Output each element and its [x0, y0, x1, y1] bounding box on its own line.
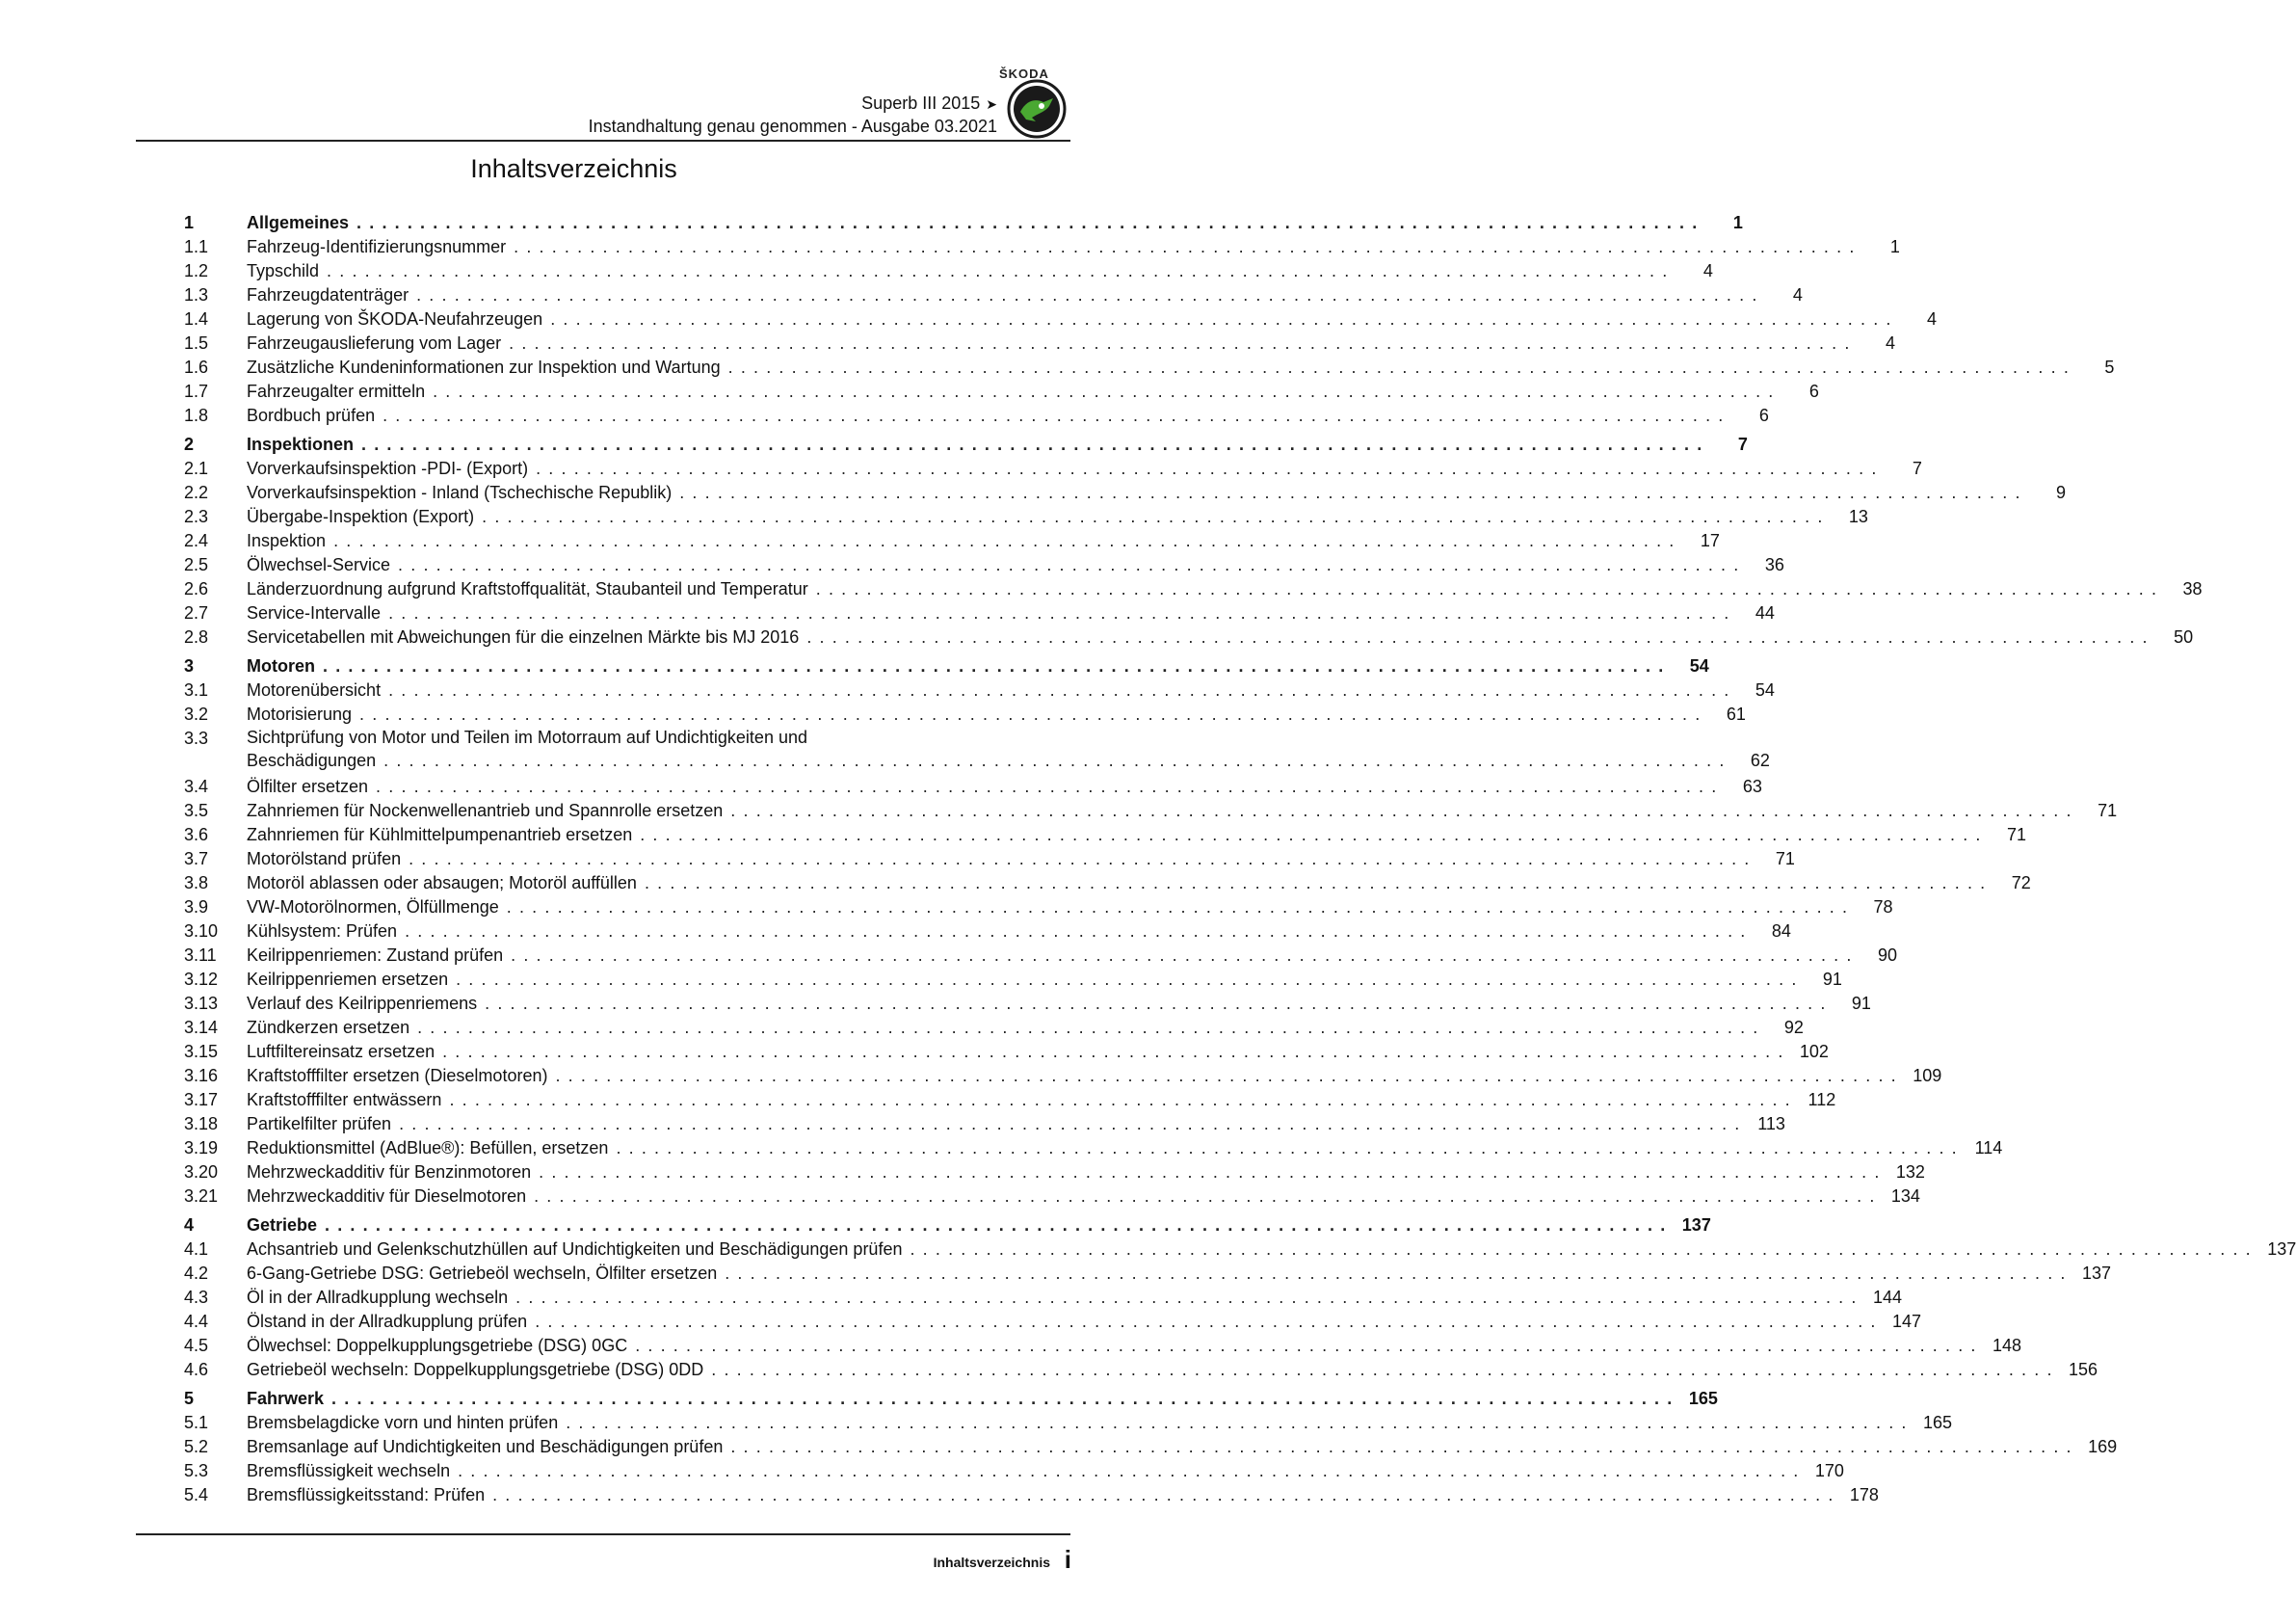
toc-entry-page: 36 — [1764, 555, 1784, 574]
brand-wordmark: ŠKODA — [999, 67, 1049, 81]
toc-entry-number: 3.15 — [184, 1042, 219, 1061]
toc-entry-page: 4 — [1927, 309, 1938, 329]
toc-entry-label: Länderzuordnung aufgrund Kraftstoffqualität, Staubanteil und Temperatur — [247, 579, 808, 599]
toc-dot-leader — [806, 625, 2149, 650]
toc-entry-number: 5.4 — [184, 1485, 209, 1504]
toc-entry-page: 54 — [1689, 656, 1709, 676]
toc-dot-leader — [388, 678, 1730, 703]
toc-entry-label: Zahnriemen für Kühlmittelpumpenantrieb ersetzen — [247, 825, 633, 844]
toc-entry[interactable] — [184, 992, 1871, 1016]
toc-dot-leader — [555, 1064, 1897, 1088]
toc-entry-page: 13 — [1848, 507, 1868, 526]
toc-dot-leader — [730, 1435, 2072, 1459]
toc-entry[interactable] — [184, 944, 1897, 968]
toc-entry-page: 165 — [1688, 1389, 1718, 1408]
toc-entry-label: Mehrzweckadditiv für Benzinmotoren — [247, 1162, 532, 1182]
toc-entry-label: Fahrzeugauslieferung vom Lager — [247, 333, 502, 353]
toc-entry-label: Bremsflüssigkeit wechseln — [247, 1461, 451, 1480]
header-model — [861, 93, 997, 114]
toc-dot-leader — [482, 505, 1824, 529]
toc-entry-page: 1 — [1732, 213, 1743, 232]
toc-entry-number: 1.1 — [184, 237, 209, 256]
toc-dot-leader — [645, 871, 1987, 895]
toc-entry[interactable] — [184, 1483, 1879, 1507]
toc-entry[interactable] — [184, 1262, 2112, 1286]
toc-entry-page: 170 — [1814, 1461, 1844, 1480]
toc-dot-leader — [433, 380, 1775, 404]
toc-dot-leader — [534, 1184, 1876, 1209]
toc-entry-number: 3.3 — [184, 729, 209, 748]
toc-dot-leader — [816, 577, 2158, 601]
toc-entry-label: Kraftstofffilter ersetzen (Dieselmotoren) — [247, 1066, 548, 1085]
toc-dot-leader — [456, 968, 1798, 992]
toc-entry-number: 1.4 — [184, 309, 209, 329]
toc-entry-label: Reduktionsmittel (AdBlue®): Befüllen, ersetzen — [247, 1138, 609, 1157]
toc-entry-number: 3.12 — [184, 970, 219, 989]
toc-dot-leader — [442, 1040, 1784, 1064]
toc-dot-leader — [376, 775, 1718, 799]
footer-section-title: Inhaltsverzeichnis — [933, 1555, 1050, 1570]
toc-chapter-entry[interactable] — [184, 1387, 1718, 1411]
toc-entry-number: 3.21 — [184, 1186, 219, 1206]
toc-entry[interactable] — [184, 235, 1900, 259]
toc-entry-number: 3.11 — [184, 945, 217, 965]
toc-entry[interactable] — [184, 1358, 2098, 1382]
toc-entry-number: 3.17 — [184, 1090, 219, 1109]
toc-entry-number: 2.1 — [184, 459, 209, 478]
toc-entry[interactable] — [184, 1112, 1785, 1136]
toc-entry-page: 54 — [1755, 680, 1775, 700]
toc-entry-page: 5 — [2104, 358, 2115, 377]
toc-entry[interactable] — [184, 775, 1762, 799]
toc-entry-label: Partikelfilter prüfen — [247, 1114, 392, 1133]
toc-entry-number: 1.3 — [184, 285, 209, 305]
toc-entry[interactable] — [184, 1088, 1836, 1112]
toc-entry-label: Ölwechsel: Doppelkupplungsgetriebe (DSG) 0GC — [247, 1336, 628, 1355]
toc-entry[interactable] — [184, 1184, 1920, 1209]
toc-dot-leader — [616, 1136, 1958, 1160]
toc-dot-leader — [325, 1213, 1667, 1237]
toc-chapter-entry[interactable] — [184, 211, 1743, 235]
toc-entry-number: 4.4 — [184, 1312, 209, 1331]
toc-dot-leader — [405, 919, 1747, 944]
toc-entry-number: 3.9 — [184, 897, 209, 917]
toc-entry-page: 137 — [2081, 1264, 2112, 1283]
toc-entry-label: Übergabe-Inspektion (Export) — [247, 507, 475, 526]
toc-entry-label-continued: Beschädigungen — [247, 751, 377, 770]
toc-entry-page: 84 — [1771, 921, 1791, 941]
toc-dot-leader — [728, 356, 2071, 380]
toc-entry[interactable] — [184, 1237, 2296, 1262]
toc-entry-label: Verlauf des Keilrippenriemens — [247, 994, 478, 1013]
toc-entry-page: 169 — [2088, 1437, 2118, 1456]
toc-entry-number: 3.19 — [184, 1138, 219, 1157]
toc-entry-label: Vorverkaufsinspektion - Inland (Tschechische Republik) — [247, 483, 673, 502]
toc-dot-leader — [635, 1334, 1977, 1358]
toc-entry[interactable] — [184, 1310, 1922, 1334]
toc-entry[interactable] — [184, 1064, 1942, 1088]
toc-entry-label: VW-Motorölnormen, Ölfüllmenge — [247, 897, 499, 917]
toc-chapter-entry[interactable] — [184, 433, 1748, 457]
toc-entry[interactable] — [184, 529, 1720, 553]
skoda-logo-icon — [1007, 79, 1067, 139]
toc-entry[interactable] — [184, 553, 1784, 577]
toc-dot-leader — [539, 1160, 1881, 1184]
toc-entry-label: Getriebeöl wechseln: Doppelkupplungsgetriebe (DSG) 0DD — [247, 1360, 704, 1379]
toc-chapter-entry[interactable] — [184, 654, 1709, 678]
toc-entry-page: 38 — [2182, 579, 2203, 599]
toc-entry-number: 3.8 — [184, 873, 209, 892]
toc-entry[interactable] — [184, 919, 1791, 944]
toc-entry[interactable] — [184, 481, 2067, 505]
toc-entry[interactable] — [184, 307, 1938, 332]
toc-dot-leader — [711, 1358, 2053, 1382]
toc-dot-leader — [458, 1459, 1800, 1483]
toc-entry-number: 2.8 — [184, 627, 209, 647]
toc-entry[interactable] — [184, 823, 2027, 847]
toc-entry-page: 91 — [1851, 994, 1871, 1013]
toc-dot-leader — [409, 847, 1751, 871]
toc-entry-label: Service-Intervalle — [247, 603, 382, 623]
toc-dot-leader — [679, 481, 2021, 505]
toc-dot-leader — [910, 1237, 2252, 1262]
toc-entry-number: 1.5 — [184, 333, 209, 353]
toc-entry-page: 71 — [2098, 801, 2118, 820]
toc-entry[interactable] — [184, 505, 1868, 529]
toc-entry-page: 92 — [1783, 1018, 1804, 1037]
toc-entry-number: 3.2 — [184, 705, 209, 724]
toc-dot-leader — [566, 1411, 1908, 1435]
toc-entry-number: 3.14 — [184, 1018, 219, 1037]
toc-dot-leader — [492, 1483, 1834, 1507]
toc-entry-number: 3.20 — [184, 1162, 219, 1182]
toc-entry[interactable] — [184, 1435, 2118, 1459]
toc-entry[interactable] — [184, 625, 2194, 650]
toc-entry[interactable] — [184, 1040, 1829, 1064]
toc-entry-number: 1 — [184, 213, 195, 232]
toc-entry-page: 71 — [1775, 849, 1795, 868]
toc-entry-number: 3.7 — [184, 849, 209, 868]
toc-entry-label: Keilrippenriemen: Zustand prüfen — [247, 945, 504, 965]
toc-entry-page: 113 — [1757, 1114, 1785, 1133]
toc-entry-page: 114 — [1974, 1138, 2003, 1157]
toc-entry-number: 1.8 — [184, 406, 209, 425]
toc-dot-leader — [383, 750, 1726, 772]
toc-entry-number: 3.6 — [184, 825, 209, 844]
toc-entry-label: Inspektionen — [247, 435, 355, 454]
toc-entry-label: Servicetabellen mit Abweichungen für die einzelnen Märkte bis MJ 2016 — [247, 627, 800, 647]
toc-dot-leader — [514, 235, 1856, 259]
toc-entry[interactable] — [184, 577, 2203, 601]
toc-entry-number: 2.2 — [184, 483, 209, 502]
toc-entry-number: 5.3 — [184, 1461, 209, 1480]
toc-entry-label: Keilrippenriemen ersetzen — [247, 970, 449, 989]
toc-dot-leader — [361, 433, 1703, 457]
toc-entry[interactable] — [184, 283, 1803, 307]
toc-entry-label: Fahrzeugalter ermitteln — [247, 382, 426, 401]
toc-entry-label: Zündkerzen ersetzen — [247, 1018, 410, 1037]
toc-entry-number: 5.2 — [184, 1437, 209, 1456]
toc-dot-leader — [507, 895, 1849, 919]
toc-entry-page: 148 — [1992, 1336, 2022, 1355]
toc-dot-leader — [333, 529, 1676, 553]
toc-entry[interactable] — [184, 259, 1713, 283]
header-subtitle: Instandhaltung genau genommen - Ausgabe 03.2021 — [588, 117, 997, 136]
toc-dot-leader — [730, 799, 2072, 823]
toc-dot-leader — [485, 992, 1827, 1016]
toc-entry[interactable] — [184, 1016, 1804, 1040]
toc-entry-number: 2.3 — [184, 507, 209, 526]
toc-dot-leader — [323, 654, 1665, 678]
toc-dot-leader — [511, 944, 1853, 968]
toc-entry-page: 6 — [1758, 406, 1769, 425]
toc-entry-page: 112 — [1808, 1090, 1836, 1109]
toc-entry-page: 137 — [1681, 1215, 1711, 1235]
toc-entry[interactable] — [184, 1334, 2022, 1358]
toc-entry-page: 44 — [1755, 603, 1775, 623]
toc-entry[interactable] — [184, 601, 1775, 625]
toc-entry-label: Vorverkaufsinspektion -PDI- (Export) — [247, 459, 529, 478]
toc-entry-page: 61 — [1726, 705, 1746, 724]
toc-entry-page: 71 — [2007, 825, 2027, 844]
toc-entry-label: Luftfiltereinsatz ersetzen — [247, 1042, 435, 1061]
toc-entry-number: 2.7 — [184, 603, 209, 623]
toc-entry-number: 1.6 — [184, 358, 209, 377]
toc-dot-leader — [388, 601, 1730, 625]
toc-entry[interactable] — [184, 380, 1819, 404]
toc-entry-page: 4 — [1702, 261, 1713, 280]
toc-dot-leader — [331, 1387, 1674, 1411]
header-divider — [136, 140, 1070, 142]
toc-entry-number: 1.2 — [184, 261, 209, 280]
toc-entry-page: 91 — [1822, 970, 1842, 989]
toc-entry-page: 63 — [1742, 777, 1762, 796]
toc-entry[interactable] — [184, 871, 2031, 895]
toc-entry-label: Mehrzweckadditiv für Dieselmotoren — [247, 1186, 527, 1206]
toc-entry-page: 156 — [2069, 1360, 2098, 1379]
toc-entry-page: 1 — [1889, 237, 1900, 256]
toc-dot-leader — [359, 703, 1702, 727]
toc-entry-page: 144 — [1872, 1288, 1902, 1307]
toc-entry[interactable] — [184, 404, 1769, 428]
toc-entry[interactable] — [184, 457, 1922, 481]
toc-entry-number: 4.5 — [184, 1336, 209, 1355]
toc-entry-label: Bremsanlage auf Undichtigkeiten und Beschädigungen prüfen — [247, 1437, 724, 1456]
toc-entry-label: Zahnriemen für Nockenwellenantrieb und Spannrolle ersetzen — [247, 801, 724, 820]
toc-entry-number: 5.1 — [184, 1413, 209, 1432]
toc-entry-label: Motoröl ablassen oder absaugen; Motoröl auffüllen — [247, 873, 637, 892]
toc-entry-label: Motorisierung — [247, 705, 353, 724]
toc-entry-label: Bremsbelagdicke vorn und hinten prüfen — [247, 1413, 559, 1432]
toc-entry[interactable] — [184, 332, 1895, 356]
toc-entry-number: 4.3 — [184, 1288, 209, 1307]
toc-entry[interactable] — [184, 356, 2115, 380]
toc-entry-number: 3.10 — [184, 921, 219, 941]
toc-entry-page: 72 — [2011, 873, 2031, 892]
toc-entry-page: 165 — [1922, 1413, 1953, 1432]
toc-entry-label: Fahrzeug-Identifizierungsnummer — [247, 237, 507, 256]
table-of-contents — [184, 211, 2296, 1507]
toc-dot-leader — [725, 1262, 2067, 1286]
toc-entry-label: Bremsflüssigkeitsstand: Prüfen — [247, 1485, 486, 1504]
toc-entry-number: 4 — [184, 1215, 195, 1235]
toc-dot-leader — [356, 211, 1699, 235]
toc-entry-label: Motorenübersicht — [247, 680, 382, 700]
toc-entry-label: Fahrwerk — [247, 1389, 325, 1408]
toc-entry-page: 4 — [1885, 333, 1895, 353]
toc-entry-label: Lagerung von ŠKODA-Neufahrzeugen — [247, 309, 543, 329]
toc-entry-number: 4.2 — [184, 1264, 209, 1283]
toc-entry[interactable] — [184, 799, 2118, 823]
header-model-text: Superb III 2015 — [861, 93, 981, 113]
toc-entry-page: 134 — [1890, 1186, 1920, 1206]
toc-entry[interactable] — [184, 678, 1775, 703]
toc-entry-label: Ölwechsel-Service — [247, 555, 391, 574]
toc-entry-label: Motoren — [247, 656, 315, 676]
toc-entry-label: Fahrzeugdatenträger — [247, 285, 409, 305]
toc-entry[interactable] — [184, 847, 1795, 871]
toc-entry-number: 5 — [184, 1389, 195, 1408]
toc-entry-label: 6-Gang-Getriebe DSG: Getriebeöl wechseln, Ölfilter ersetzen — [247, 1264, 718, 1283]
toc-entry-page: 78 — [1873, 897, 1893, 917]
toc-entry-label: Ölstand in der Allradkupplung prüfen — [247, 1312, 528, 1331]
toc-entry[interactable] — [184, 1411, 1953, 1435]
toc-dot-leader — [399, 1112, 1741, 1136]
toc-entry-page: 90 — [1877, 945, 1897, 965]
toc-entry-page: 62 — [1750, 751, 1770, 770]
toc-dot-leader — [536, 457, 1878, 481]
toc-dot-leader — [417, 1016, 1759, 1040]
toc-chapter-entry[interactable] — [184, 1213, 1711, 1237]
toc-entry-label: Achsantrieb und Gelenkschutzhüllen auf Undichtigkeiten und Beschädigungen prüfen — [247, 1239, 903, 1259]
toc-entry-number: 3.16 — [184, 1066, 219, 1085]
toc-entry-page: 17 — [1700, 531, 1720, 550]
toc-dot-leader — [398, 553, 1740, 577]
toc-entry-label: Motorölstand prüfen — [247, 849, 402, 868]
toc-entry-number: 2.5 — [184, 555, 209, 574]
toc-entry-page: 7 — [1912, 459, 1922, 478]
toc-entry[interactable] — [184, 1136, 2003, 1160]
toc-entry-page: 7 — [1737, 435, 1748, 454]
toc-entry[interactable] — [184, 968, 1842, 992]
toc-dot-leader — [509, 332, 1851, 356]
toc-entry-label: Allgemeines — [247, 213, 350, 232]
toc-entry-label: Bordbuch prüfen — [247, 406, 376, 425]
toc-entry-number: 3.1 — [184, 680, 209, 700]
toc-entry-number: 2.6 — [184, 579, 209, 599]
toc-dot-leader — [383, 404, 1725, 428]
toc-dot-leader — [416, 283, 1758, 307]
toc-entry[interactable] — [184, 1286, 1902, 1310]
toc-dot-leader — [640, 823, 1982, 847]
toc-entry-number: 4.1 — [184, 1239, 209, 1259]
toc-entry-label: Inspektion — [247, 531, 327, 550]
toc-dot-leader — [449, 1088, 1791, 1112]
toc-entry-page: 147 — [1891, 1312, 1922, 1331]
toc-entry-page: 178 — [1849, 1485, 1879, 1504]
toc-dot-leader — [535, 1310, 1877, 1334]
toc-entry-number: 3.5 — [184, 801, 209, 820]
toc-entry-label: Ölfilter ersetzen — [247, 777, 369, 796]
toc-entry-page: 102 — [1799, 1042, 1829, 1061]
toc-entry-label: Kühlsystem: Prüfen — [247, 921, 398, 941]
toc-entry[interactable] — [184, 1459, 1844, 1483]
toc-entry-label: Sichtprüfung von Motor und Teilen im Motorraum auf Undichtigkeiten und — [247, 728, 807, 747]
toc-entry-page: 50 — [2174, 627, 2194, 647]
toc-entry-page: 6 — [1808, 382, 1819, 401]
toc-entry-number: 4.6 — [184, 1360, 209, 1379]
toc-entry-page: 132 — [1895, 1162, 1925, 1182]
toc-entry-label: Kraftstofffilter entwässern — [247, 1090, 442, 1109]
toc-entry-page: 137 — [2267, 1239, 2296, 1259]
toc-entry-number: 3.13 — [184, 994, 219, 1013]
toc-entry-label: Öl in der Allradkupplung wechseln — [247, 1288, 509, 1307]
toc-entry-number: 3.18 — [184, 1114, 219, 1133]
toc-entry[interactable] — [184, 1160, 1925, 1184]
toc-entry-number: 2.4 — [184, 531, 209, 550]
toc-entry[interactable] — [184, 895, 1893, 919]
toc-entry-label: Typschild — [247, 261, 320, 280]
footer-page-number: i — [1064, 1545, 1071, 1574]
toc-dot-leader — [550, 307, 1892, 332]
arrow-right-icon: ➤ — [986, 96, 997, 112]
toc-entry-number: 1.7 — [184, 382, 209, 401]
toc-entry-label: Getriebe — [247, 1215, 318, 1235]
toc-entry-page: 9 — [2056, 483, 2067, 502]
toc-entry[interactable] — [184, 703, 1746, 727]
toc-dot-leader — [515, 1286, 1858, 1310]
toc-entry-number: 3.4 — [184, 777, 209, 796]
toc-entry-page: 109 — [1913, 1066, 1942, 1085]
toc-entry-number: 3 — [184, 656, 195, 676]
footer-divider — [136, 1533, 1070, 1535]
toc-entry-label: Zusätzliche Kundeninformationen zur Inspektion und Wartung — [247, 358, 721, 377]
toc-entry[interactable] — [184, 727, 1770, 775]
toc-entry-number: 2 — [184, 435, 195, 454]
toc-entry-page: 4 — [1792, 285, 1803, 305]
toc-dot-leader — [327, 259, 1669, 283]
page-title: Inhaltsverzeichnis — [470, 154, 677, 183]
